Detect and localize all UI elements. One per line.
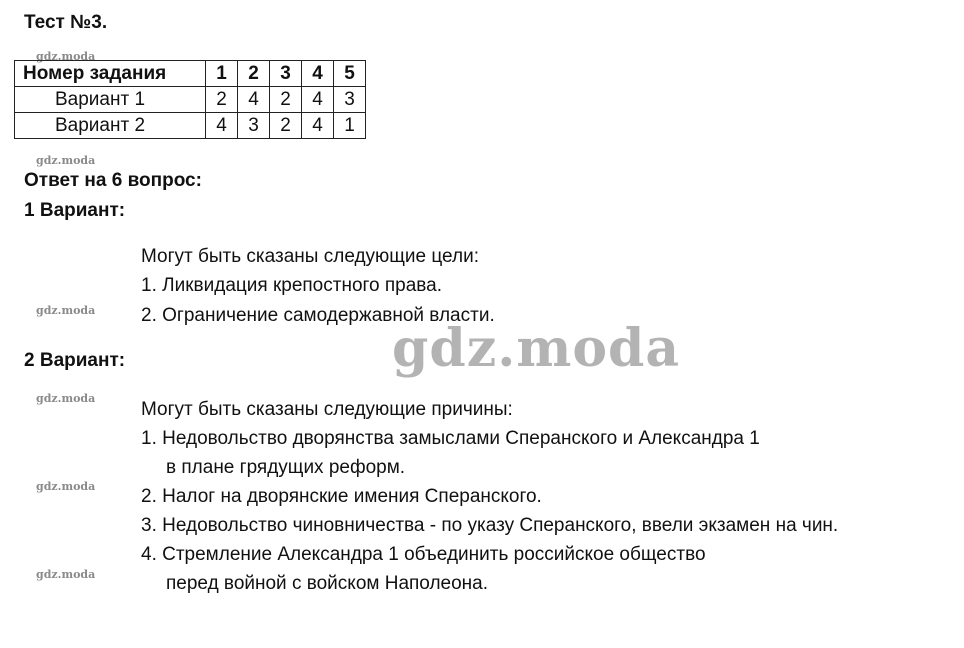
table-cell: 1 bbox=[334, 113, 366, 139]
table-col-header: 5 bbox=[334, 61, 366, 87]
table-cell: 3 bbox=[238, 113, 270, 139]
table-cell: 2 bbox=[270, 113, 302, 139]
list-item-continuation: в плане грядущих реформ. bbox=[166, 457, 406, 478]
table-header-label: Номер задания bbox=[15, 61, 206, 87]
list-item: 4. Стремление Александра 1 объединить российское общество bbox=[141, 544, 706, 565]
table-cell: 4 bbox=[206, 113, 238, 139]
table-cell: 2 bbox=[206, 87, 238, 113]
answers-table bbox=[14, 60, 366, 139]
table-row bbox=[15, 87, 366, 113]
table-col-header: 4 bbox=[302, 61, 334, 87]
watermark-large: gdz.moda bbox=[392, 318, 681, 379]
variant-2-heading: 2 Вариант: bbox=[24, 350, 126, 371]
table-cell: 4 bbox=[302, 113, 334, 139]
watermark-small: gdz.moda bbox=[36, 154, 96, 167]
table-header-row bbox=[15, 61, 366, 87]
table-col-header: 3 bbox=[270, 61, 302, 87]
table-row bbox=[15, 113, 366, 139]
table-row-label: Вариант 1 bbox=[15, 87, 206, 113]
watermark-small: gdz.moda bbox=[36, 392, 96, 405]
table-col-header: 2 bbox=[238, 61, 270, 87]
page-title: Тест №3. bbox=[24, 12, 108, 33]
watermark-small: gdz.moda bbox=[36, 568, 96, 581]
table-row-label: Вариант 2 bbox=[15, 113, 206, 139]
watermark-small: gdz.moda bbox=[36, 304, 96, 317]
table-cell: 4 bbox=[238, 87, 270, 113]
table-cell: 2 bbox=[270, 87, 302, 113]
question-6-heading: Ответ на 6 вопрос: bbox=[24, 170, 202, 191]
list-item: 2. Ограничение самодержавной власти. bbox=[141, 305, 495, 326]
list-item-continuation: перед войной с войском Наполеона. bbox=[166, 573, 489, 594]
variant-2-intro: Могут быть сказаны следующие причины: bbox=[141, 399, 513, 420]
list-item: 3. Недовольство чиновничества - по указу Сперанского, ввели экзамен на чин. bbox=[141, 515, 839, 536]
watermark-small: gdz.moda bbox=[36, 480, 96, 493]
table-col-header: 1 bbox=[206, 61, 238, 87]
watermark-small: gdz.moda bbox=[36, 50, 96, 63]
variant-1-intro: Могут быть сказаны следующие цели: bbox=[141, 246, 479, 267]
table-cell: 3 bbox=[334, 87, 366, 113]
list-item: 1. Ликвидация крепостного права. bbox=[141, 275, 443, 296]
variant-1-heading: 1 Вариант: bbox=[24, 200, 126, 221]
list-item: 1. Недовольство дворянства замыслами Сперанского и Александра 1 bbox=[141, 428, 760, 449]
table-cell: 4 bbox=[302, 87, 334, 113]
list-item: 2. Налог на дворянские имения Сперанского. bbox=[141, 486, 542, 507]
